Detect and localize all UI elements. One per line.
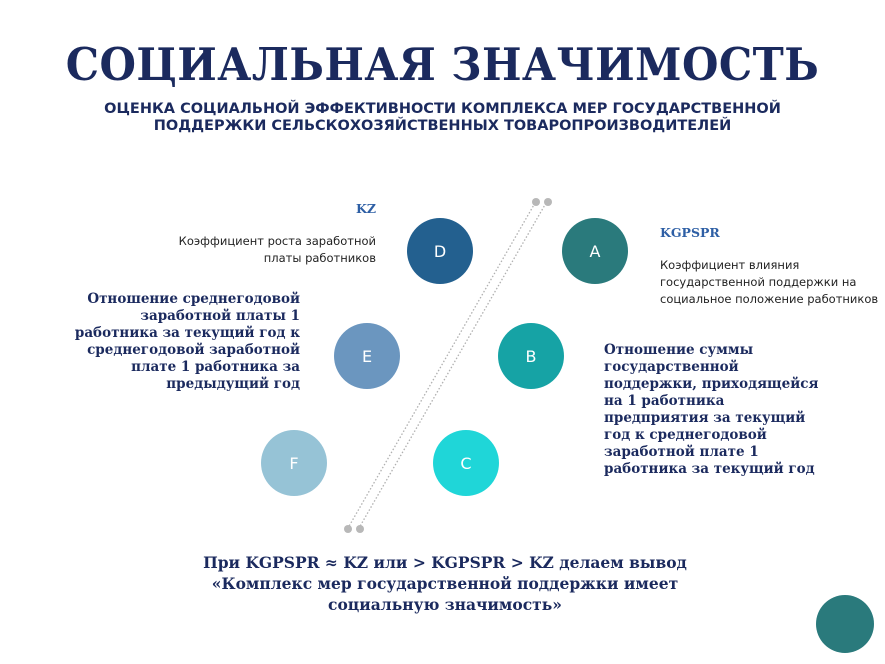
- right-explanation-line: поддержки, приходящейся: [604, 376, 819, 392]
- kgpspr-description-line-2: государственной поддержки на: [660, 275, 857, 289]
- kgpspr-description: [660, 257, 885, 308]
- right-explanation-line: работника за текущий год: [604, 461, 815, 477]
- divider-dot-bottom-right: [356, 525, 364, 533]
- subtitle-line-1: ОЦЕНКА СОЦИАЛЬНОЙ ЭФФЕКТИВНОСТИ КОМПЛЕКСА МЕР ГОСУДАРСТВЕННОЙ: [104, 101, 781, 117]
- kgpspr-description-line-1: Коэффициент влияния: [660, 258, 800, 272]
- right-explanation-line: на 1 работника: [604, 393, 725, 409]
- conclusion-line-1: При KGPSPR ≈ KZ или > KGPSPR > KZ делаем вывод: [203, 553, 687, 572]
- left-explanation: [60, 291, 300, 393]
- right-explanation-line: предприятия за текущий: [604, 410, 806, 426]
- node-a-label: A: [589, 241, 601, 261]
- right-explanation-line: Отношение суммы: [604, 342, 754, 358]
- kgpspr-code: KGPSPR: [660, 225, 720, 240]
- left-explanation-line: предыдущий год: [166, 376, 300, 392]
- node-a: [562, 218, 628, 284]
- corner-decoration-circle: [816, 595, 874, 653]
- left-explanation-line: среднегодовой заработной: [87, 342, 300, 358]
- left-explanation-line: плате 1 работника за: [131, 359, 300, 375]
- node-b: [498, 323, 564, 389]
- kz-description-line-2: платы работников: [263, 251, 376, 265]
- node-c: [433, 430, 499, 496]
- conclusion-line-2: «Комплекс мер государственной поддержки имеет: [211, 574, 679, 593]
- left-explanation-line: заработной платы 1: [140, 308, 300, 324]
- node-f: [261, 430, 327, 496]
- left-explanation-line: работника за текущий год к: [74, 325, 300, 341]
- right-explanation-line: государственной: [604, 359, 739, 375]
- divider-dot-top-left: [532, 198, 540, 206]
- left-explanation-line: Отношение среднегодовой: [87, 291, 300, 307]
- slide-title: СОЦИАЛЬНАЯ ЗНАЧИМОСТЬ: [65, 38, 820, 91]
- kgpspr-description-line-3: социальное положение работников: [660, 292, 879, 306]
- node-e: [334, 323, 400, 389]
- divider-dot-bottom-left: [344, 525, 352, 533]
- node-e-label: E: [361, 346, 373, 366]
- subtitle-line-2: ПОДДЕРЖКИ СЕЛЬСКОХОЗЯЙСТВЕННЫХ ТОВАРОПРОИЗВОДИТЕЛЕЙ: [153, 118, 732, 134]
- node-d-label: D: [433, 241, 447, 261]
- kz-code: KZ: [356, 201, 376, 216]
- conclusion: [150, 552, 740, 615]
- node-c-label: C: [460, 453, 472, 473]
- divider-dot-top-right: [544, 198, 552, 206]
- kz-description: [160, 233, 376, 267]
- node-b-label: B: [525, 346, 537, 366]
- right-explanation-line: год к среднегодовой: [604, 427, 767, 443]
- right-explanation: [604, 342, 844, 478]
- kz-description-line-1: Коэффициент роста заработной: [178, 234, 376, 248]
- node-d: [407, 218, 473, 284]
- right-explanation-line: заработной плате 1: [604, 444, 759, 460]
- conclusion-line-3: социальную значимость»: [328, 595, 562, 614]
- node-f-label: F: [289, 453, 299, 473]
